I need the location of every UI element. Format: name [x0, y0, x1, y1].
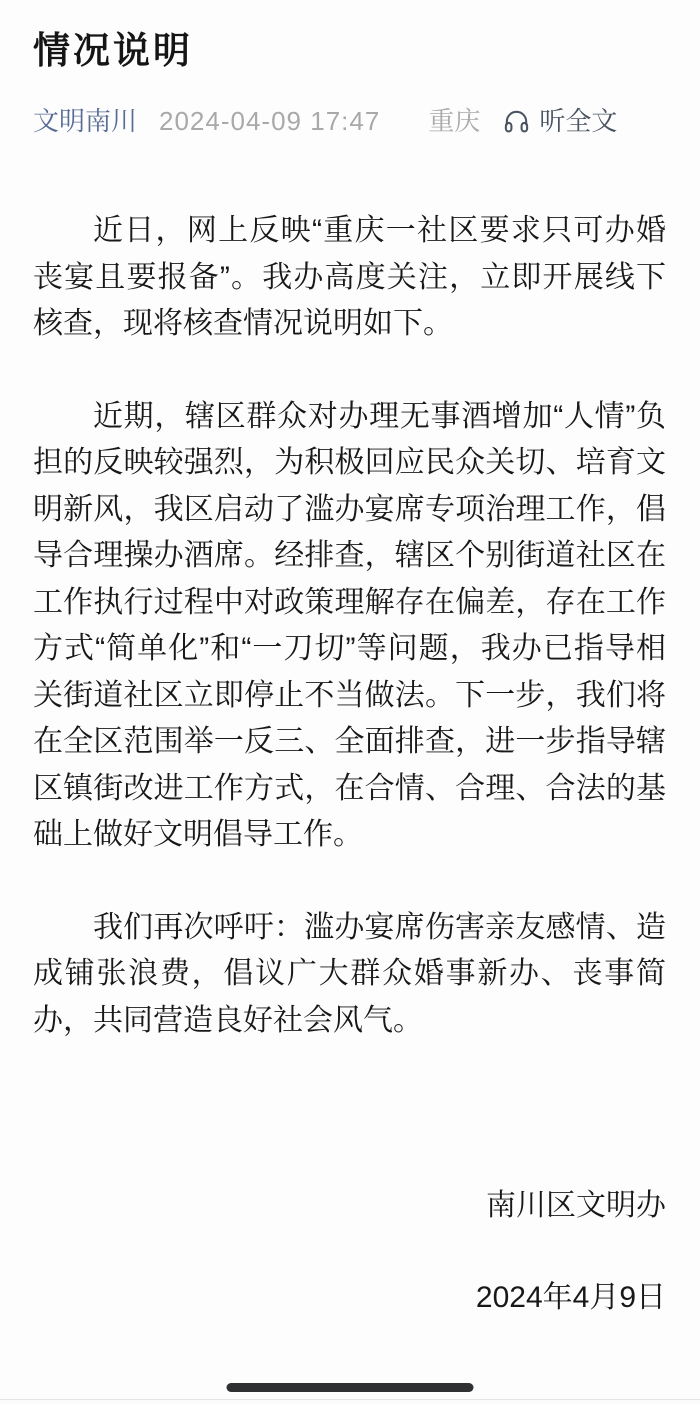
article-body	[33, 208, 666, 1044]
article-title: 情况说明	[33, 30, 193, 71]
listen-full-text-button[interactable]	[502, 103, 617, 139]
signature: 南川区文明办	[486, 1189, 666, 1222]
publish-location: 重庆	[428, 106, 481, 136]
paragraph-3: 我们再次呼吁：滥办宴席伤害亲友感情、造成铺张浪费，倡议广大群众婚事新办、丧事简办，共同营造良好社会风气。	[33, 910, 666, 1037]
publish-datetime: 2024-04-09 17:47	[159, 106, 381, 136]
paragraph-1: 近日，网上反映“重庆一社区要求只可办婚丧宴且要报备”。我办高度关注，立即开展线下核查，现将核查情况说明如下。	[33, 214, 666, 340]
account-name-link[interactable]: 文明南川	[33, 106, 138, 136]
headphones-icon	[502, 107, 531, 136]
home-indicator-bar[interactable]	[227, 1383, 474, 1392]
listen-full-text-label: 听全文	[539, 106, 618, 136]
signature-date: 2024年4月9日	[475, 1280, 666, 1314]
article-meta-row	[33, 103, 666, 139]
bottom-panel-edge	[0, 1399, 700, 1404]
paragraph-2: 近期，辖区群众对办理无事酒增加“人情”负担的反映较强烈，为积极回应民众关切、培育文明新风，我区启动了滥办宴席专项治理工作，倡导合理操办酒席。经排查，辖区个别街道社区在工作执行过程中对政策理解存在偏差，存在工作方式“简单化”和“一刀切”等问题，我办已指导相关街道社区立即停止不当做法。下一步，我们将在全区范围举一反三、全面排查，进一步指导辖区镇街改进工作方式，在合情、合理、合法的基础上做好文明倡导工作。	[33, 399, 666, 851]
